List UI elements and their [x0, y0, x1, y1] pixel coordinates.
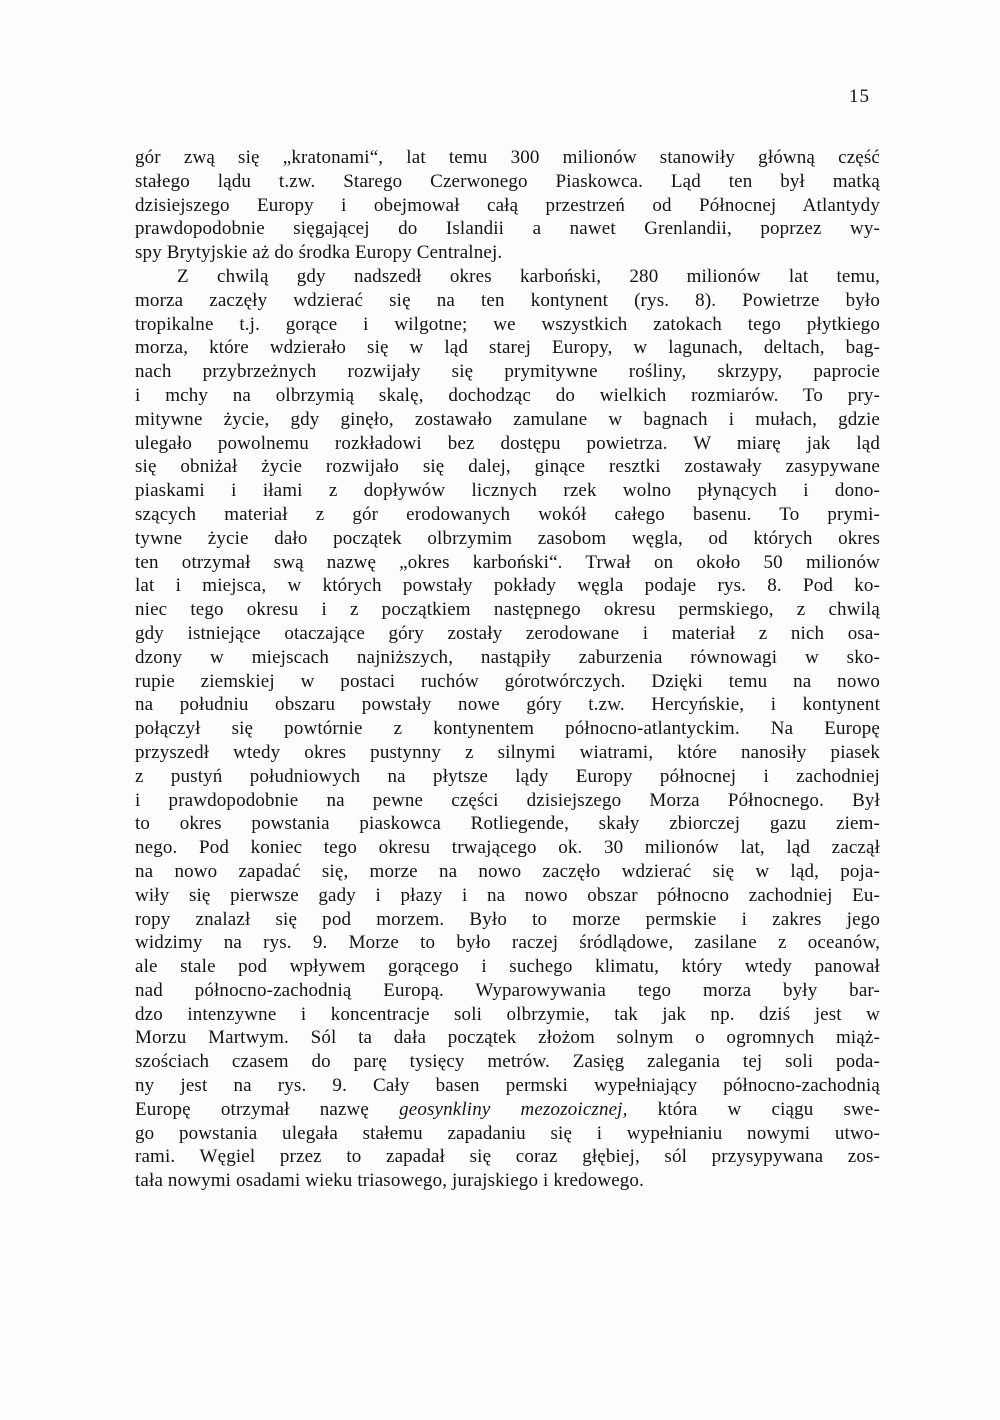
text-line: tywne życie dało początek olbrzymim zasobom węgla, od których okres [135, 527, 880, 549]
text-line: na nowo zapadać się, morze na nowo zaczęło wdzierać się w ląd, poja- [135, 860, 880, 882]
text-line: spy Brytyjskie aż do środka Europy Centralnej. [135, 242, 503, 264]
text-line: mitywne życie, gdy ginęło, zostawało zamulane w bagnach i mułach, gdzie [135, 408, 880, 430]
text-line: Morzu Martwym. Sól ta dała początek złożom solnym o ogromnych miąż- [135, 1027, 880, 1049]
text-line: i mchy na olbrzymią skalę, dochodząc do wielkich rozmiarów. To pry- [135, 384, 880, 406]
text-line: dzony w miejscach najniższych, nastąpiły zaburzenia równowagi w sko- [135, 646, 880, 668]
text-segment: która w ciągu swe- [627, 1098, 880, 1120]
text-line: ten otrzymał swą nazwę „okres karboński“. Trwał on około 50 milionów [135, 551, 880, 573]
text-line: widzimy na rys. 9. Morze to było raczej śródlądowe, zasilane z oceanów, [135, 932, 880, 954]
text-line: morza zaczęły wdzierać się na ten kontynent (rys. 8). Powietrze było [135, 289, 880, 311]
text-line: wiły się pierwsze gady i płazy i na nowo obszar północno zachodniej Eu- [135, 884, 880, 906]
text-line: gór zwą się „kratonami“, lat temu 300 milionów stanowiły główną część [135, 147, 880, 168]
text-line: nego. Pod koniec tego okresu trwającego ok. 30 milionów lat, ląd zaczął [135, 837, 880, 859]
italic-term: geosynkliny mezozoicznej, [399, 1098, 628, 1120]
text-line: nach przybrzeżnych rozwijały się prymitywne rośliny, skrzypy, paprocie [135, 361, 880, 383]
text-line: piaskami i iłami z dopływów licznych rzek wolno płynących i dono- [135, 480, 880, 502]
paragraph-1 [135, 146, 880, 265]
text-line: prawdopodobnie sięgającej do Islandii a nawet Grenlandii, poprzez wy- [135, 218, 880, 240]
text-line: morza, które wdzierało się w ląd starej Europy, w lagunach, deltach, bag- [135, 337, 880, 359]
text-line: z pustyń południowych na płytsze lądy Europy północnej i zachodniej [135, 765, 880, 787]
text-line: przyszedł wtedy okres pustynny z silnymi wiatrami, które nanosiły piasek [135, 741, 880, 763]
text-line: nad północno-zachodnią Europą. Wyparowywania tego morza były bar- [135, 979, 880, 1001]
text-line: rupie ziemskiej w postaci ruchów górotwórczych. Dzięki temu na nowo [135, 670, 880, 692]
text-line: Z chwilą gdy nadszedł okres karboński, 280 milionów lat temu, [177, 265, 880, 287]
body-text [135, 146, 880, 1193]
text-line: ny jest na rys. 9. Cały basen permski wypełniający północno-zachodnią [135, 1075, 880, 1097]
text-line: ulegało powolnemu rozkładowi bez dostępu powietrza. W miarę jak ląd [135, 432, 880, 454]
text-line: i prawdopodobnie na pewne części dzisiejszego Morza Północnego. Był [135, 789, 880, 811]
text-line: rami. Węgiel przez to zapadał się coraz głębiej, sól przysypywana zos- [135, 1146, 880, 1168]
text-segment: Europę otrzymał nazwę [135, 1098, 400, 1120]
text-line: to okres powstania piaskowca Rotliegende, skały zbiorczej gazu ziem- [135, 813, 880, 835]
text-line: go powstania ulegała stałemu zapadaniu się i wypełnianiu nowymi utwo- [135, 1122, 880, 1144]
text-line: szościach czasem do parę tysięcy metrów. Zasięg zalegania tej soli poda- [135, 1051, 880, 1073]
text-line: dzisiejszego Europy i obejmował całą przestrzeń od Północnej Atlantydy [135, 194, 880, 216]
text-line: się obniżał życie rozwijało się dalej, ginące resztki zostawały zasypywane [135, 456, 880, 478]
text-line: dzo intenzywne i koncentracje soli olbrzymie, tak jak np. dziś jest w [135, 1003, 880, 1025]
text-line: tropikalne t.j. gorące i wilgotne; we wszystkich zatokach tego płytkiego [135, 313, 880, 335]
text-line: gdy istniejące otaczające góry zostały zerodowane i materiał z nich osa- [135, 622, 880, 644]
page-number: 15 [849, 86, 870, 107]
paragraph-2 [135, 265, 880, 1193]
text-line: lat i miejsca, w których powstały pokłady węgla podaje rys. 8. Pod ko- [135, 575, 880, 597]
text-line: ropy znalazł się pod morzem. Było to morze permskie i zakres jego [135, 908, 880, 930]
text-line: tała nowymi osadami wieku triasowego, jurajskiego i kredowego. [135, 1170, 644, 1192]
text-line: połączył się powtórnie z kontynentem północno-atlantyckim. Na Europę [135, 718, 880, 740]
text-line: szących materiał z gór erodowanych wokół całego basenu. To prymi- [135, 503, 880, 525]
text-line: niec tego okresu i z początkiem następnego okresu permskiego, z chwilą [135, 599, 880, 621]
text-line: na południu obszaru powstały nowe góry t.zw. Hercyńskie, i kontynent [135, 694, 880, 716]
text-line: stałego lądu t.zw. Starego Czerwonego Piaskowca. Ląd ten był matką [135, 170, 880, 192]
text-line [135, 1098, 880, 1122]
text-line: ale stale pod wpływem gorącego i suchego klimatu, który wtedy panował [135, 956, 880, 978]
